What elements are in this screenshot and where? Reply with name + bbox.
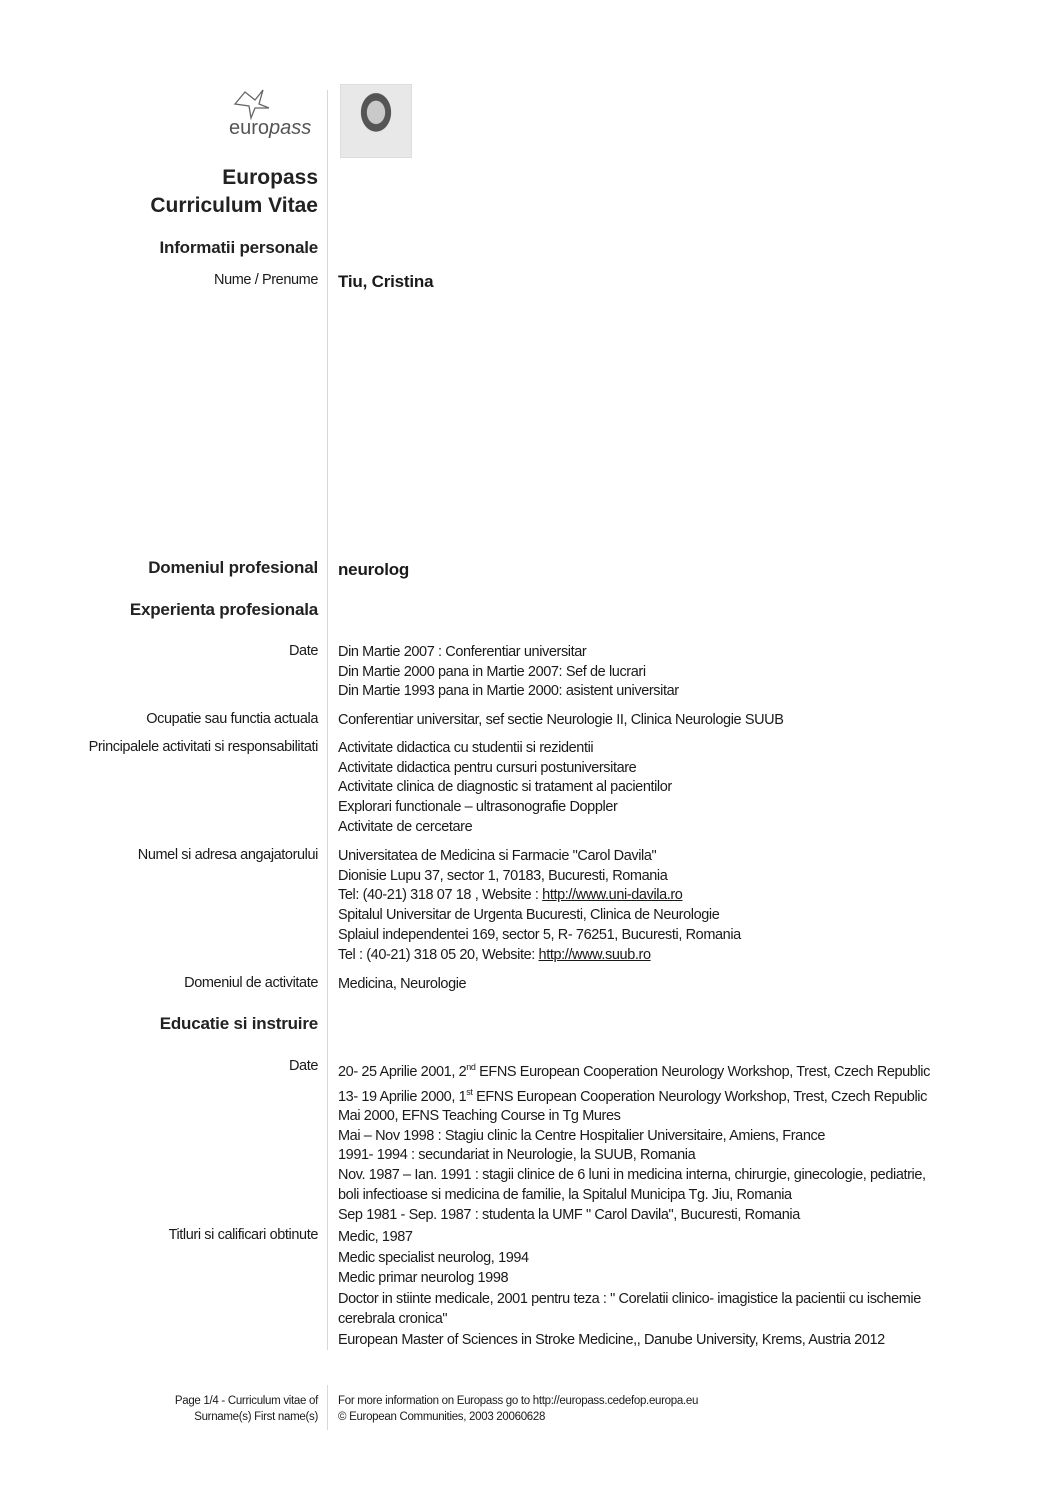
occupation-value: Conferentiar universitar, sef sectie Neurologie II, Clinica Neurologie SUUB bbox=[338, 712, 784, 728]
edu-date-line: 1991- 1994 : secundariat in Neurologie, la SUUB, Romania bbox=[338, 1147, 696, 1164]
activity-item: Activitate didactica pentru cursuri postuniversitare bbox=[338, 759, 637, 776]
title-item: Medic primar neurolog 1998 bbox=[338, 1270, 509, 1286]
name-label: Nume / Prenume bbox=[214, 272, 318, 288]
edu-date-line bbox=[338, 1058, 930, 1083]
titles-label: Titluri si calificari obtinute bbox=[168, 1227, 318, 1243]
title-item: European Master of Sciences in Stroke Medicine,, Danube University, Krems, Austria 2012 bbox=[338, 1331, 885, 1348]
employer-label: Numel si adresa angajatorului bbox=[137, 847, 318, 863]
activities-list bbox=[338, 739, 672, 838]
employer-info bbox=[338, 847, 741, 965]
edu-date-line: Sep 1981 - Sep. 1987 : studenta la UMF " Carol Davila", Bucuresti, Romania bbox=[338, 1206, 800, 1223]
edu-date-line: boli infectioase si medicina de familie, la Spitalul Municipa Tg. Jiu, Romania bbox=[338, 1186, 792, 1203]
titles-list bbox=[338, 1227, 921, 1350]
education-heading: Educatie si instruire bbox=[159, 1014, 318, 1033]
contact-text: Tel : (40-21) 318 05 20, Website: bbox=[338, 946, 539, 963]
personal-heading: Informatii personale bbox=[159, 238, 318, 257]
europass-star-icon bbox=[225, 82, 325, 142]
name-value: Tiu, Cristina bbox=[338, 272, 434, 291]
activity-item: Activitate clinica de diagnostic si tratament al pacientilor bbox=[338, 779, 672, 796]
experience-heading: Experienta profesionala bbox=[129, 600, 318, 619]
cv-title-2: Curriculum Vitae bbox=[150, 194, 318, 217]
employer-line bbox=[338, 946, 741, 966]
column-divider bbox=[327, 90, 328, 1350]
svg-text:europass: europass bbox=[229, 117, 312, 139]
footer-divider bbox=[327, 1385, 328, 1430]
edu-date-line: Mai 2000, EFNS Teaching Course in Tg Mures bbox=[338, 1108, 621, 1125]
exp-date-line: Din Martie 2000 pana in Martie 2007: Sef de lucrari bbox=[338, 663, 646, 680]
employer-line: Splaiul independentei 169, sector 5, R- 76251, Bucuresti, Romania bbox=[338, 926, 741, 943]
employer-line: Universitatea de Medicina si Farmacie "Carol Davila" bbox=[338, 848, 657, 864]
activities-label: Principalele activitati si responsabilitati bbox=[88, 739, 318, 755]
edu-date-label: Date bbox=[288, 1058, 318, 1074]
activity-item: Activitate de cercetare bbox=[338, 818, 473, 835]
footer-right bbox=[338, 1393, 698, 1425]
exp-date-line: Din Martie 2007 : Conferentiar universitar bbox=[338, 644, 587, 660]
activity-item: Activitate didactica cu studentii si rezidentii bbox=[338, 740, 594, 756]
title-item: Medic specialist neurolog, 1994 bbox=[338, 1249, 529, 1266]
footer-info: For more information on Europass go to http://europass.cedefop.europa.eu bbox=[338, 1395, 699, 1407]
footer-name: Surname(s) First name(s) bbox=[194, 1411, 318, 1423]
profile-photo bbox=[340, 84, 412, 158]
edu-date-line bbox=[338, 1083, 930, 1108]
superscript: nd bbox=[466, 1062, 476, 1072]
field-value: Medicina, Neurologie bbox=[338, 976, 467, 992]
footer-copyright: © European Communities, 2003 20060628 bbox=[338, 1411, 546, 1423]
domain-value: neurolog bbox=[338, 560, 410, 579]
website-link[interactable]: http://www.suub.ro bbox=[538, 946, 651, 963]
website-link[interactable]: http://www.uni-davila.ro bbox=[542, 887, 683, 904]
employer-line: Dionisie Lupu 37, sector 1, 70183, Bucuresti, Romania bbox=[338, 867, 668, 884]
field-label: Domeniul de activitate bbox=[184, 975, 318, 991]
title-item: Doctor in stiinte medicale, 2001 pentru teza : " Corelatii clinico- imagistice la pacientii cu ischemie bbox=[338, 1290, 921, 1307]
text: EFNS European Cooperation Neurology Workshop, Trest, Czech Republic bbox=[472, 1088, 927, 1105]
text: 20- 25 Aprilie 2001, 2 bbox=[338, 1063, 467, 1080]
footer-page: Page 1/4 - Curriculum vitae of bbox=[174, 1395, 318, 1407]
exp-date-label: Date bbox=[288, 643, 318, 659]
cv-title-1: Europass bbox=[222, 166, 318, 189]
exp-date-line: Din Martie 1993 pana in Martie 2000: asistent universitar bbox=[338, 683, 679, 700]
europass-logo bbox=[225, 82, 325, 142]
title-item: Medic, 1987 bbox=[338, 1229, 413, 1245]
employer-line bbox=[338, 886, 741, 906]
domain-heading: Domeniul profesional bbox=[148, 558, 318, 577]
superscript: st bbox=[466, 1086, 473, 1097]
text: EFNS European Cooperation Neurology Workshop, Trest, Czech Republic bbox=[475, 1063, 930, 1080]
text: 13- 19 Aprilie 2000, 1 bbox=[338, 1088, 467, 1105]
employer-line: Spitalul Universitar de Urgenta Bucuresti, Clinica de Neurologie bbox=[338, 907, 720, 924]
edu-date-line: Mai – Nov 1998 : Stagiu clinic la Centre Hospitalier Universitaire, Amiens, France bbox=[338, 1127, 826, 1144]
edu-date-line: Nov. 1987 – Ian. 1991 : stagii clinice de 6 luni in medicina interna, chirurgie, ginecologie, pediatrie, bbox=[338, 1167, 926, 1184]
footer-left bbox=[175, 1393, 318, 1425]
title-item: cerebrala cronica" bbox=[338, 1311, 448, 1327]
edu-dates bbox=[338, 1058, 930, 1225]
exp-dates bbox=[338, 643, 679, 702]
occupation-label: Ocupatie sau functia actuala bbox=[146, 711, 318, 727]
activity-item: Explorari functionale – ultrasonografie Doppler bbox=[338, 799, 618, 816]
contact-text: Tel: (40-21) 318 07 18 , Website : bbox=[338, 887, 543, 904]
